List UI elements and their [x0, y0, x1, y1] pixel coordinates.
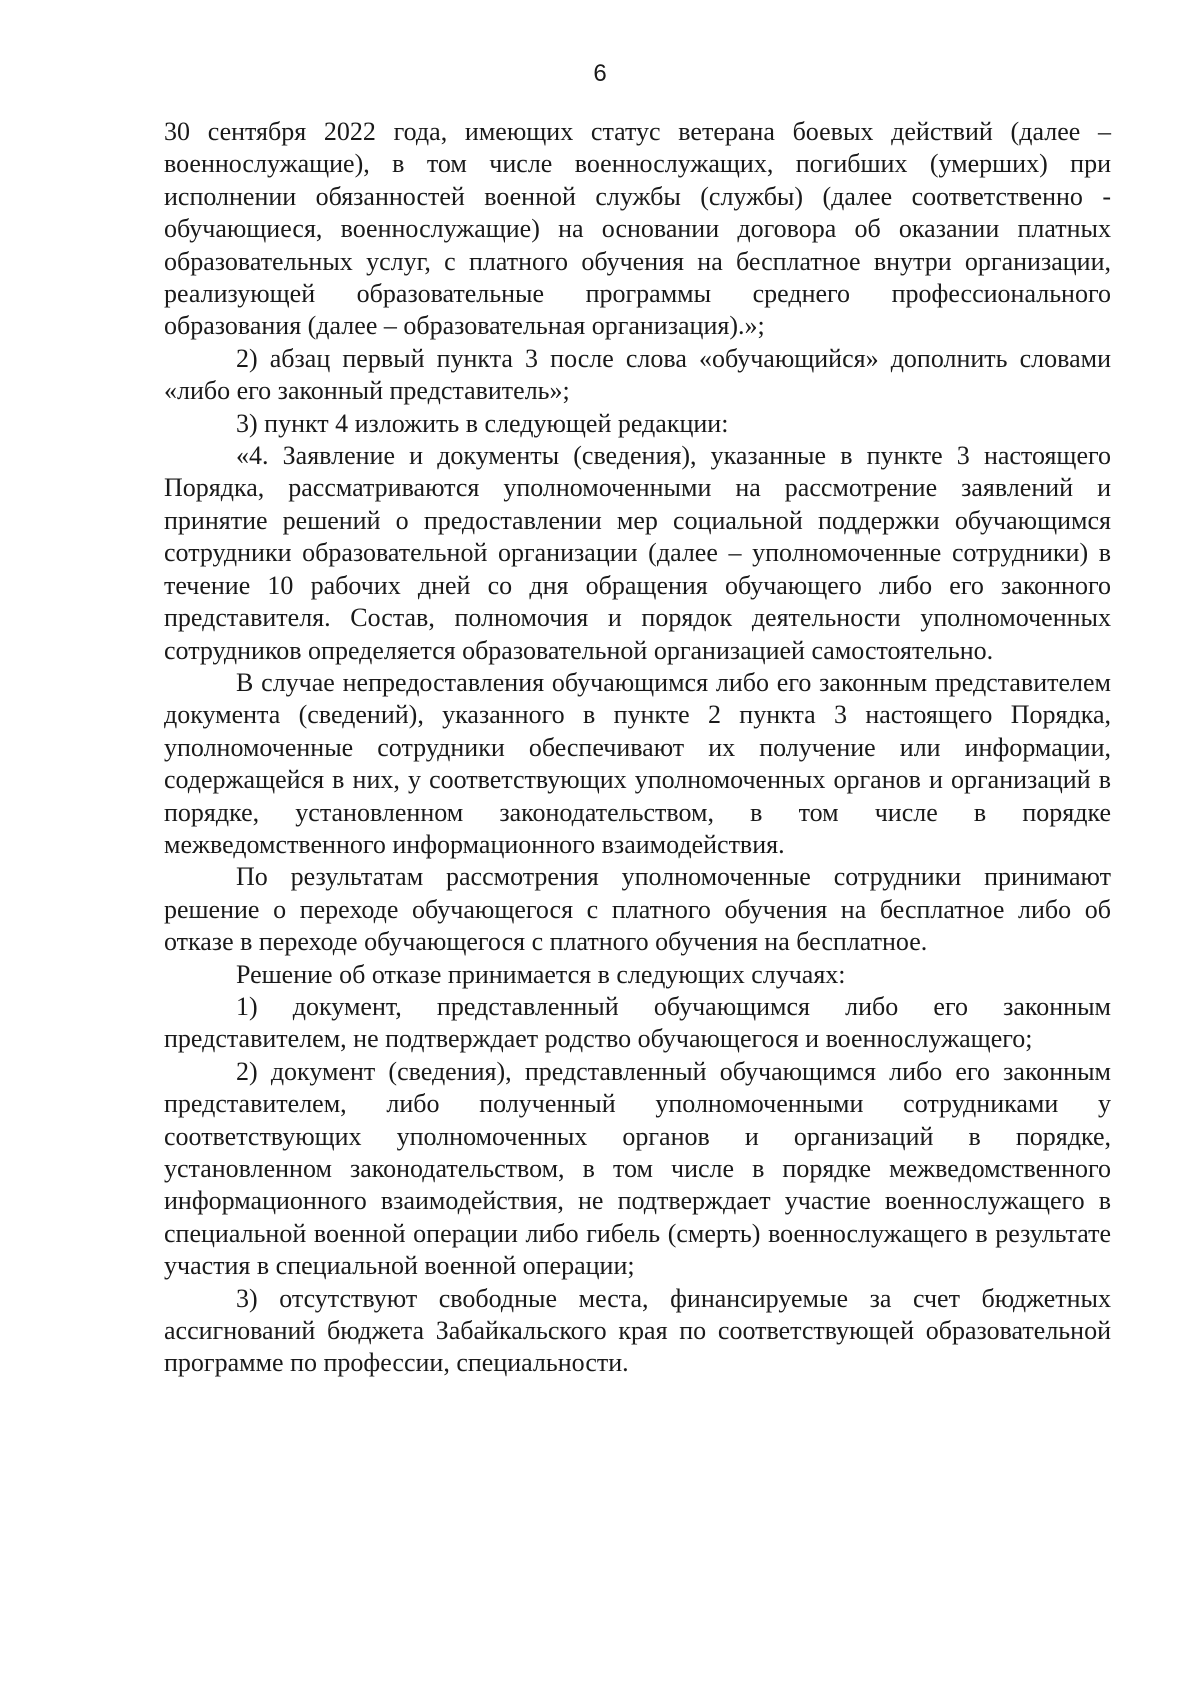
paragraph-refusal-case-2: 2) документ (сведения), представленный обучающимся либо его законным представителем, либо полученный уполномоченными сотрудниками у соответствующих уполномоченных органов и организаций в порядке, установленном законодательством, в том числе в порядке межведомственного информационного взаимодействия, не подтверждает участие военнослужащего в специальной военной операции либо гибель (смерть) военнослужащего в результате участия в специальной военной операции; [164, 1056, 1111, 1281]
paragraph-refusal-cases: Решение об отказе принимается в следующих случаях: [236, 959, 846, 989]
paragraph-clause-4: «4. Заявление и документы (сведения), указанные в пункте 3 настоящего Порядка, рассматриваются уполномоченными на рассмотрение заявлений и принятие решений о предоставлении мер социальной поддержки обучающимся сотрудники образовательной организации (далее – уполномоченные сотрудники) в течение 10 рабочих дней со дня обращения обучающего либо его законного представителя. Состав, полномочия и порядок деятельности уполномоченных сотрудников определяется образовательной организацией самостоятельно. [164, 441, 1111, 665]
document-body [164, 116, 1111, 1380]
paragraph-refusal-case-3: 3) отсутствуют свободные места, финансируемые за счет бюджетных ассигнований бюджета Забайкальского края по соответствующей образовательной программе по профессии, специальности. [164, 1283, 1111, 1378]
paragraph-decision: По результатам рассмотрения уполномоченные сотрудники принимают решение о переходе обучающегося с платного обучения на бесплатное либо об отказе в переходе обучающегося с платного обучения на бесплатное. [164, 862, 1111, 957]
paragraph-continuation: 30 сентября 2022 года, имеющих статус ветерана боевых действий (далее – военнослужащие), в том числе военнослужащих, погибших (умерших) при исполнении обязанностей военной службы (службы) (далее соответственно - обучающиеся, военнослужащие) на основании договора об оказании платных образовательных услуг, с платного обучения на бесплатное внутри организации, реализующей образовательные программы среднего профессионального образования (далее – образовательная организация).»; [164, 117, 1111, 341]
page-number: 6 [593, 60, 607, 87]
paragraph-non-provision: В случае непредоставления обучающимся либо его законным представителем документа (сведений), указанного в пункте 2 пункта 3 настоящего Порядка, уполномоченные сотрудники обеспечивают их получение или информации, содержащейся в них, у соответствующих уполномоченных органов и организаций в порядке, установленном законодательством, в том числе в порядке межведомственного информационного взаимодействия. [164, 667, 1111, 859]
paragraph-item-3: 3) пункт 4 изложить в следующей редакции: [236, 408, 729, 438]
paragraph-item-2: 2) абзац первый пункта 3 после слова «обучающийся» дополнить словами «либо его законный представитель»; [164, 343, 1111, 406]
paragraph-refusal-case-1: 1) документ, представленный обучающимся либо его законным представителем, не подтверждает родство обучающегося и военнослужащего; [164, 991, 1111, 1054]
